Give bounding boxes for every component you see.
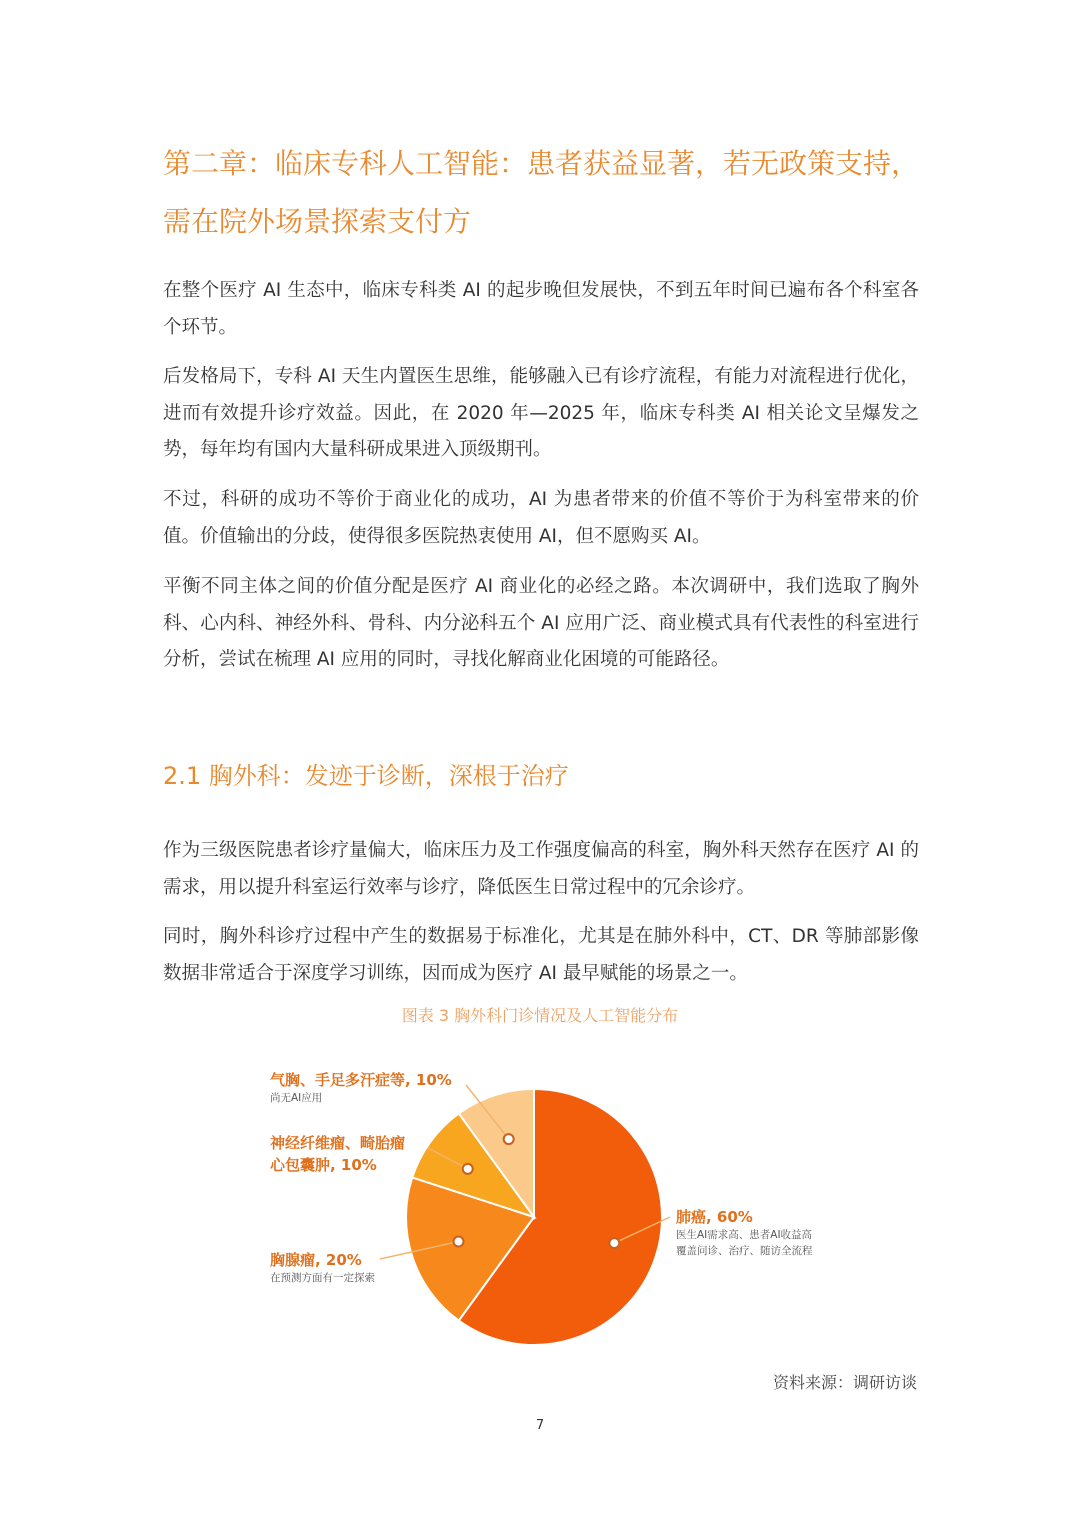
pie-slice-marker-4 [504,1134,514,1144]
figure-source: 资料来源：调研访谈 [772,1373,917,1392]
paragraph-thoracic-data: 同时，胸外科诊疗过程中产生的数据易于标准化，尤其是在肺外科中，CT、DR 等肺部影像数据非常适合于深度学习训练，因而成为医疗 AI 最早赋能的场景之一。 [163,926,919,984]
pie-note-1-1: 医生AI需求高、患者AI收益高 [676,1229,813,1241]
pie-slice-marker-3 [463,1164,473,1174]
pie-note-4-1: 尚无AI应用 [270,1092,323,1104]
paragraph-specialty-ai: 后发格局下，专科 AI 天生内置医生思维，能够融入已有诊疗流程，有能力对流程进行优化，进而有效提升诊疗效益。因此，在 2020 年—2025 年，临床专科类 AI 相关论文呈爆发之势，每年均有国内大量科研成果进入顶级期刊。 [163,366,919,460]
pie-label-4: 气胸、手足多汗症等, 10% [270,1071,452,1089]
pie-note-2-1: 在预测方面有一定探索 [270,1272,375,1284]
section-title: 2.1 胸外科：发迹于诊断，深根于治疗 [163,762,569,790]
chapter-title-line-2: 需在院外场景探索支付方 [163,205,472,238]
pie-slice-marker-2 [454,1237,464,1247]
pie-label-2: 胸腺瘤, 20% [270,1251,362,1269]
pie-chart [0,1040,1080,1360]
pie-slice-marker-1 [609,1238,619,1248]
paragraph-commercialization: 不过，科研的成功不等价于商业化的成功，AI 为患者带来的价值不等价于为科室带来的价值。价值输出的分歧，使得很多医院热衷使用 AI，但不愿购买 AI。 [163,489,919,547]
chapter-title-line-1: 第二章：临床专科人工智能：患者获益显著，若无政策支持， [163,147,920,180]
pie-label-3: 神经纤维瘤、畸胎瘤 [270,1134,406,1152]
pie-note-1-2: 覆盖问诊、治疗、随访全流程 [676,1245,813,1257]
paragraph-value-distribution: 平衡不同主体之间的价值分配是医疗 AI 商业化的必经之路。本次调研中，我们选取了胸外科、心内科、神经外科、骨科、内分泌科五个 AI 应用广泛、商业模式具有代表性的科室进行分析，尝试在梳理 AI 应用的同时，寻找化解商业化困境的可能路径。 [163,576,919,670]
paragraph-thoracic-demand: 作为三级医院患者诊疗量偏大，临床压力及工作强度偏高的科室，胸外科天然存在医疗 AI 的需求，用以提升科室运行效率与诊疗，降低医生日常过程中的冗余诊疗。 [163,840,919,898]
paragraph-ecosystem: 在整个医疗 AI 生态中，临床专科类 AI 的起步晚但发展快，不到五年时间已遍布各个科室各个环节。 [163,280,919,338]
figure-caption: 图表 3 胸外科门诊情况及人工智能分布 [401,1006,679,1025]
chapter-title [163,135,943,251]
pie-label-1: 肺癌, 60% [676,1208,753,1226]
page-number: 7 [535,1418,545,1433]
pie-label-3-line-2: 心包囊肿, 10% [270,1156,377,1174]
